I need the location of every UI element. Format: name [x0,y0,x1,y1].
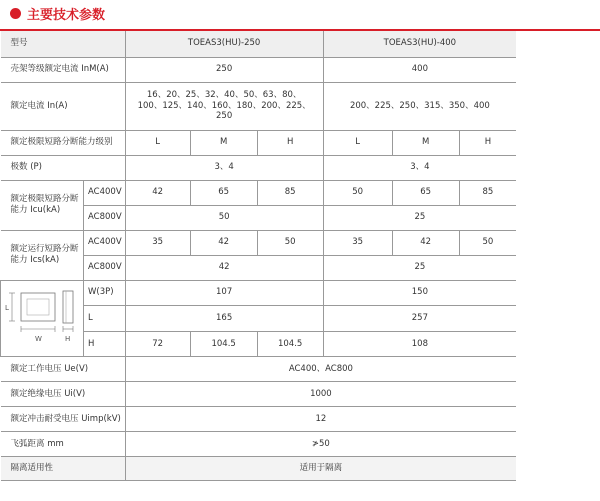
ics-ac400-b-m: 42 [392,230,459,255]
breaking-class-a-h: H [257,130,323,155]
dim-h-a-h: 104.5 [257,331,323,357]
icu-ac400-b-m: 65 [392,180,459,205]
ics-ac400-b-l: 35 [323,230,392,255]
ics-ac800-a: 42 [125,255,323,280]
model-b: TOEAS3(HU)-400 [323,31,516,57]
model-label: 型号 [1,31,126,57]
frame-current-label: 壳架等级额定电流 InM(A) [1,57,126,82]
dim-l-a: 165 [125,306,323,332]
row-breaking-class [1,130,517,155]
icu-ac400-b-l: 50 [323,180,392,205]
dim-h-a-m: 104.5 [190,331,257,357]
dim-w-a: 107 [125,280,323,306]
spec-table [0,31,516,481]
section-title: 主要技术参数 [27,7,106,23]
ics-ac400-a-m: 42 [190,230,257,255]
row-arc [1,432,517,457]
ui-value: 1000 [125,382,516,407]
section-header [10,3,105,23]
rated-current-label: 额定电流 In(A) [1,82,126,130]
row-rated-current [1,82,517,130]
row-ui [1,382,517,407]
fig-label-l: L [5,303,9,312]
ue-label: 额定工作电压 Ue(V) [1,357,126,382]
poles-a: 3、4 [125,155,323,180]
ics-ac400-a-l: 35 [125,230,190,255]
frame-current-b: 400 [323,57,516,82]
breaking-class-b-m: M [392,130,459,155]
dim-h-a-l: 72 [125,331,190,357]
icu-label: 额定极限短路分断能力 Icu(kA) [1,180,84,230]
dim-l-label: L [84,306,126,332]
icu-ac800-a: 50 [125,205,323,230]
fig-label-h: H [65,334,71,343]
breaking-class-b-h: H [459,130,516,155]
dim-w-label: W(3P) [84,280,126,306]
dimension-figure-cell [1,280,84,357]
icu-ac400-a-h: 85 [257,180,323,205]
model-a: TOEAS3(HU)-250 [125,31,323,57]
breaker-dimension-diagram-icon [1,281,83,353]
row-ics-ac400 [1,230,517,255]
dim-l-b: 257 [323,306,516,332]
arc-value: ≯50 [125,432,516,457]
ui-label: 额定绝缘电压 Ui(V) [1,382,126,407]
ics-ac400-b-h: 50 [459,230,516,255]
row-isolation [1,457,517,481]
ics-ac800-label: AC800V [84,255,126,280]
ics-ac800-b: 25 [323,255,516,280]
dim-h-b: 108 [323,331,516,357]
uimp-value: 12 [125,407,516,432]
ics-ac400-a-h: 50 [257,230,323,255]
isolation-value: 适用于隔离 [125,457,516,481]
row-model [1,31,517,57]
rated-current-b: 200、225、250、315、350、400 [323,82,516,130]
row-ue [1,357,517,382]
icu-ac400-a-m: 65 [190,180,257,205]
row-dim-w [1,280,517,306]
icu-ac800-label: AC800V [84,205,126,230]
row-poles [1,155,517,180]
breaking-class-a-l: L [125,130,190,155]
row-uimp [1,407,517,432]
poles-b: 3、4 [323,155,516,180]
icu-ac800-b: 25 [323,205,516,230]
breaking-class-b-l: L [323,130,392,155]
icu-ac400-b-h: 85 [459,180,516,205]
arc-label: 飞弧距离 mm [1,432,126,457]
fig-label-w: W [35,334,42,343]
dim-w-b: 150 [323,280,516,306]
uimp-label: 额定冲击耐受电压 Uimp(kV) [1,407,126,432]
icu-ac400-label: AC400V [84,180,126,205]
breaking-class-label: 额定极限短路分断能力级别 [1,130,126,155]
ics-ac400-label: AC400V [84,230,126,255]
isolation-label: 隔离适用性 [1,457,126,481]
row-frame-current [1,57,517,82]
breaking-class-a-m: M [190,130,257,155]
row-icu-ac400 [1,180,517,205]
poles-label: 极数 (P) [1,155,126,180]
icu-ac400-a-l: 42 [125,180,190,205]
rated-current-a: 16、20、25、32、40、50、63、80、100、125、140、160、180、200、225、250 [125,82,323,130]
ue-value: AC400、AC800 [125,357,516,382]
ics-label: 额定运行短路分断能力 Ics(kA) [1,230,84,280]
frame-current-a: 250 [125,57,323,82]
bullet-dot-icon [10,8,21,19]
dim-h-label: H [84,331,126,357]
